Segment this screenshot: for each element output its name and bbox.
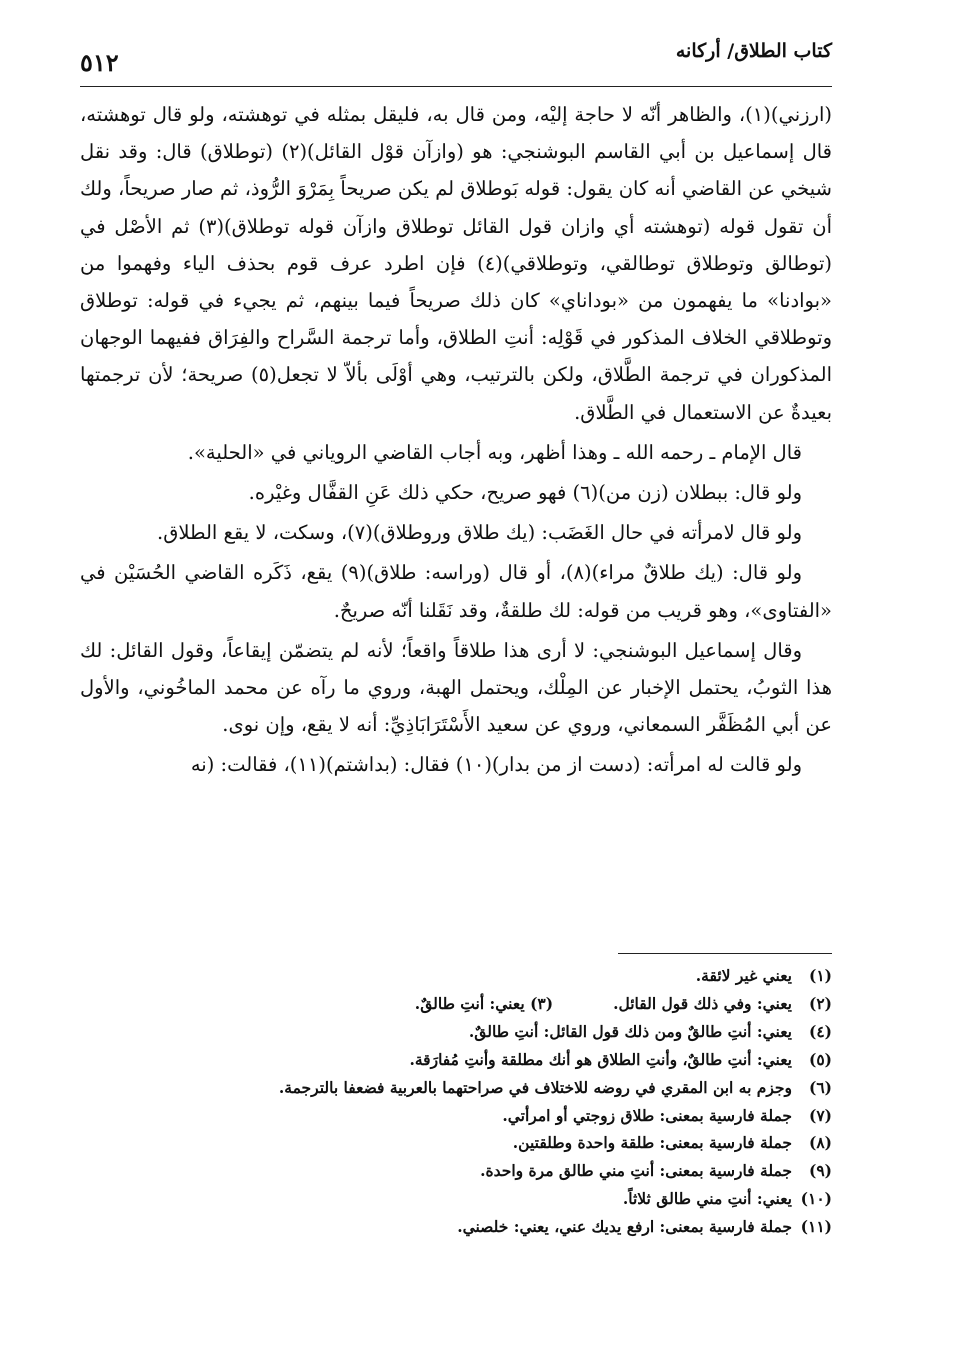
footnote-text: جملة فارسية بمعنى: أنتِ مني طالق مرة واحدة. [480,1161,792,1181]
footnote [120,990,832,1018]
footnote-text: يعني: أنتِ مني طالق ثلاثاً. [622,1189,792,1209]
footnote-number: (١١) [800,1217,832,1237]
footnote-text: يعني: أنتِ طالقٌ. [414,993,525,1013]
footnote-number: (١) [808,966,832,985]
footnote-number: (٦) [808,1077,832,1097]
running-title: كتاب الطلاق/ أركانه [675,40,832,62]
footnote-text: يعني: أنتِ طالقٌ ومن ذلك قول القائل: أنتِ طالقٌ. [468,1021,792,1041]
footnote-text: يعني: أنتِ طالقٌ، وأنتِ الطلاق هو أنك مطلقة وأنتِ مُفارَقة. [409,1049,792,1069]
footnote [120,1102,832,1130]
footnote-number: (١٠) [800,1189,832,1209]
footnote-divider [618,953,832,954]
footnote-number: (٧) [808,1105,832,1125]
footnote-text: جملة فارسية بمعنى: طلاق زوجتي أو امرأتي. [502,1105,792,1125]
footnotes [120,962,832,1241]
footnote [120,1213,832,1241]
page-header [80,34,832,87]
footnote-text: جملة فارسية بمعنى: ارفع يديك عني، يعني: خلصني. [457,1217,792,1237]
footnote [120,1157,832,1185]
paragraph: وقال إسماعيل البوشنجي: لا أرى هذا طلاقاً واقعاً؛ لأنه لم يتضمّن إيقاعاً، وقول القائل: لك هذا الثوبُ، يحتمل الإخبار عن المِلْك، ويحتمل الهبة، وروي ما رآه عن محمد الماخُوني، والأول عن أبي المُظَفَّر السمعاني، وروي عن سعيد الأَسْتَرَابَاذِيِّ: أنه لا يقع، وإن نوى. [80,638,832,737]
page-number: ٥١٢ [80,48,119,77]
footnote-text: وجزم به ابن المقري في روضه للاختلاف في صراحتهما بالعربية فضعفا بالترجمة. [278,1077,792,1097]
footnote [120,962,832,990]
footnote-text: يعني غير لائقة. [695,966,792,985]
footnote-number: (٢) [808,993,832,1013]
footnote [120,1129,832,1157]
paragraph: (ارزني)(١)، والظاهر أنّه لا حاجة إليْه، ومن قال به، فليقل بمثله في توهشته، ولو قال توهشته، قال إسماعيل بن أبي القاسم البوشنجي: هو (وازآن قوْل القائل)(٢) (توطلاق) قال: وقد نقل شيخي عن القاضي أنه كان يقول: قوله بَوطلاق لم يكن صريحاً بِمَرْوَ الرُّوذ، ثم صار صريحاً، ولك أن تقول قوله (توهشته أي وازان قول القائل توطلاق وازآن قوله توطلاق)(٣) ثم الأصْل في (توطالق وتوطلاق توطالقي، وتوطلاقي)(٤) فإن اطرد عرف قوم بحذف الياء وفهموا من «بوادنا» ما يفهمون من «بوداناي» كان ذلك صريحاً فيما بينهم، ثم يجيء في قوله: توطلاق وتوطلاقي الخلاف المذكور في قَوْلِه: أنتِ الطلاق، وأما ترجمة السَّراح والفِرَاق ففيهما الوجهان المذكوران في ترجمة الطَّلاق، ولكن بالترتيب، وهي أوْلَى بألاّ لا تجعل(٥) صريحة؛ لأن ترجمتها بعيدةٌ عن الاستعمال في الطَّلاق. [80,103,833,424]
paragraph: ولو قالت له امرأته: (دست از من بدار)(١٠) فقال: (بداشتم)(١١)، فقالت: (نه [190,753,802,777]
footnote-number: (٨) [808,1133,832,1153]
main-text [80,96,832,784]
footnote [120,1074,832,1102]
paragraph: ولو قال: ببطلان (زن من)(٦) فهو صريح، حكي ذلك عَنِ القفَّال وغيْره. [248,481,802,505]
footnote-number: (٥) [808,1049,832,1069]
footnote [120,1185,832,1213]
paragraph: قال الإمام ـ رحمه الله ـ وهذا أظهر، وبه أجاب القاضي الروياني في «الحلية». [187,440,802,464]
paragraph: ولو قال: (يك طلاقٌ مراء)(٨)، أو قال (وراسه: طلاق)(٩) يقع، ذَكَره القاضي الحُسَيْن في «الفتاوى»، وهو قريب من قوله: لك طلقةٌ، وقد نَقَلنا أنّه صريحٌ. [80,561,832,622]
footnote-text: يعني: وفي ذلك قول القائل. [613,993,792,1013]
footnote [120,1046,832,1074]
footnote-number: (٣) [530,993,554,1013]
footnote-text: جملة فارسية بمعنى: طلقة واحدة وطلقتين. [512,1133,792,1153]
paragraph: ولو قال لامرأته في حال الغَضَب: (يك طلاق وروطلاق)(٧)، وسكت، لا يقع الطلاق. [157,521,802,545]
footnote-number: (٩) [808,1161,832,1181]
footnote [120,1018,832,1046]
footnote-number: (٤) [808,1021,832,1041]
